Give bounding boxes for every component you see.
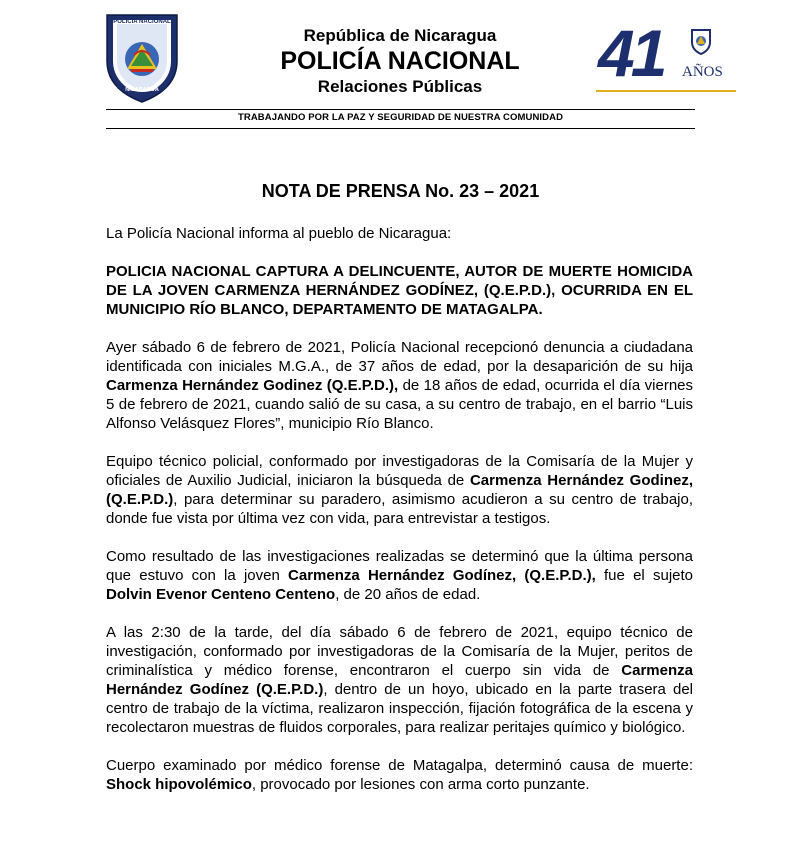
headline: POLICIA NACIONAL CAPTURA A DELINCUENTE, AUTOR DE MUERTE HOMICIDA DE LA JOVEN CARMENZA HERNÁNDEZ GODÍNEZ, (Q.E.P.D.), OCURRIDA EN EL MUNICIPIO RÍO BLANCO, DEPARTAMENTO DE MATAGALPA.	[106, 263, 693, 318]
header-rule-top	[106, 109, 695, 110]
country-name: República de Nicaragua	[303, 26, 497, 45]
motto: TRABAJANDO POR LA PAZ Y SEGURIDAD DE NUESTRA COMUNIDAD	[237, 112, 564, 123]
anniversary-underline	[596, 90, 736, 92]
press-release-title: NOTA DE PRENSA No. 23 – 2021	[261, 181, 540, 201]
anniversary-number: 41	[598, 16, 664, 90]
intro-paragraph: La Policía Nacional informa al pueblo de Nicaragua:	[106, 225, 452, 242]
paragraph-2: Equipo técnico policial, conformado por investigadoras de la Comisaría de la Mujer y oficiales de Auxilio Judicial, iniciaron la búsqueda de Carmenza Hernández Godinez, (Q.E.P.D.), para determinar su paradero, asimismo acudieron a su centro de trabajo, donde fue vista por última vez con vida, para entrevistar a testigos.	[106, 453, 693, 527]
department-name: Relaciones Públicas	[317, 77, 483, 96]
paragraph-5: Cuerpo examinado por médico forense de Matagalpa, determinó causa de muerte: Shock hipovolémico, provocado por lesiones con arma corto punzante.	[106, 757, 693, 793]
mini-shield-icon	[690, 28, 712, 56]
institution-name: POLICÍA NACIONAL	[280, 47, 520, 75]
anniversary-label: AÑOS	[682, 64, 723, 80]
letterhead-titles	[230, 26, 570, 98]
paragraph-1: Ayer sábado 6 de febrero de 2021, Policía Nacional recepcionó denuncia a ciudadana identificada con iniciales M.G.A., de 37 años de edad, por la desaparición de su hija Carmenza Hernández Godinez (Q.E.P.D.), de 18 años de edad, ocurrida el día viernes 5 de febrero de 2021, cuando salió de su casa, a su centro de trabajo, en el barrio “Luis Alfonso Velásquez Flores”, municipio Río Blanco.	[106, 339, 694, 432]
anniversary-logo	[596, 16, 742, 96]
paragraph-3: Como resultado de las investigaciones realizadas se determinó que la última persona que estuvo con la joven Carmenza Hernández Godínez, (Q.E.P.D.), fue el sujeto Dolvin Evenor Centeno Centeno, de 20 años de edad.	[106, 548, 693, 603]
logo-left-text-top: POLICIA NACIONAL	[113, 19, 171, 25]
paragraph-4: A las 2:30 de la tarde, del día sábado 6 de febrero de 2021, equipo técnico de investigación, conformado por investigadoras de la Comisaría de la Mujer, peritos de criminalística y médico forense, encontraron el cuerpo sin vida de Carmenza Hernández Godínez (Q.E.P.D.), dentro de un hoyo, ubicado en la parte trasera del centro de trabajo de la víctima, realizaron inspección, fijación fotográfica de la escena y recolectaron muestras de fluidos corporales, para realizar peritajes químico y biológico.	[106, 624, 693, 736]
press-release-body	[106, 224, 693, 813]
header-rule-bottom	[106, 128, 695, 129]
logo-left-text-bottom: NICARAGUA	[125, 87, 159, 93]
letterhead	[0, 0, 799, 112]
